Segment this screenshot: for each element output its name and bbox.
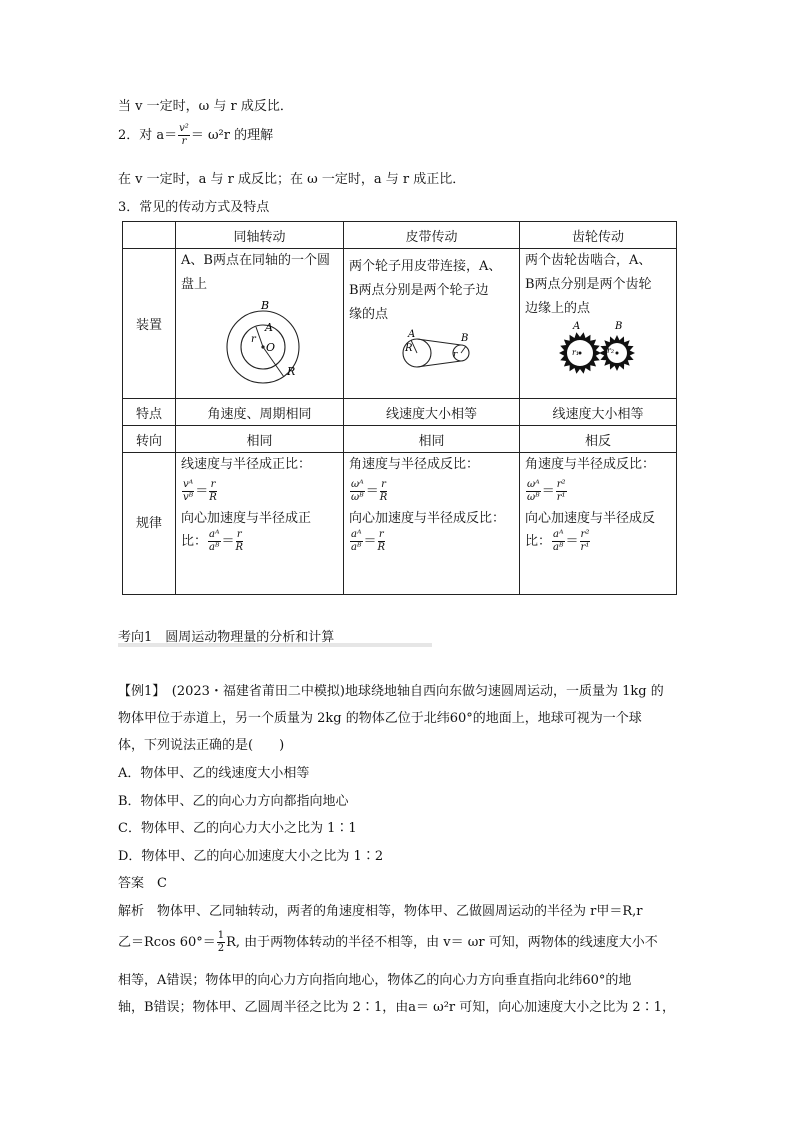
rule-gear-eq2: 比： $\frac{\text{aᴬ}}{\text{aᴮ}}$ ＝ $\frac{\text{r²}}{\text{r¹}}$ — [525, 529, 590, 553]
analysis-fraction-num: 1 — [217, 930, 225, 941]
direction-coaxial: 相同 — [176, 426, 344, 453]
direction-belt: 相同 — [344, 426, 520, 453]
rule-coaxial-eq1-right-den: R — [209, 492, 217, 503]
analysis-line-2-pre: 乙＝Rcos 60°＝ — [118, 935, 216, 950]
row-label-rule: 规律 — [123, 453, 176, 595]
rule-coaxial-eq1-left-den: vᴮ — [182, 492, 194, 503]
coaxial-label-o: O — [266, 341, 276, 354]
rule-gear-l3: 比： — [525, 534, 552, 549]
rule-belt-eq1: $\frac{\text{ωᴬ}}{\text{ωᴮ}}$ ＝ $\frac{r}{R}$ — [350, 479, 388, 503]
coaxial-label-r: r — [251, 334, 256, 345]
transmission-table — [122, 221, 677, 595]
rule-gear-eq2-right — [580, 530, 591, 553]
rule-gear-eq2-right-den: r¹ — [580, 542, 590, 553]
rule-belt-eq2: $\frac{\text{aᴬ}}{\text{aᴮ}}$ ＝ $\frac{r}{R}$ — [350, 529, 386, 553]
table-row-rule — [123, 453, 677, 595]
intro-fraction — [178, 124, 190, 147]
rule-belt-eq2-right-den: R — [377, 542, 386, 553]
rule-gear-l1: 角速度与半径成反比： — [525, 457, 656, 472]
belt-label-small-r: r — [453, 350, 458, 360]
rule-coaxial-eq2-right-den: R — [235, 542, 244, 553]
rule-belt-eq1-right-num: r — [381, 479, 386, 490]
device-coaxial-line-1: A、B两点在同轴的一个圆 — [181, 253, 330, 268]
rule-gear-eq2-right-num: r² — [580, 529, 590, 540]
rule-coaxial-eq2-right-num: r — [236, 529, 242, 540]
rule-belt-eq1-right — [380, 480, 388, 503]
coaxial-disk-diagram — [181, 297, 331, 393]
device-belt-line-1: 两个轮子用皮带连接，A、 — [349, 259, 502, 274]
gear-label-a: A — [573, 321, 581, 332]
coaxial-label-a: A — [265, 321, 273, 334]
gear-label-b: B — [615, 321, 623, 332]
intro-fraction-den: r — [181, 136, 187, 147]
analysis-fraction — [217, 931, 225, 954]
intro-item-3: 3．常见的传动方式及特点 — [118, 200, 270, 215]
rule-belt-l1: 角速度与半径成反比： — [349, 457, 480, 472]
gear-left — [559, 332, 601, 373]
analysis-line-4: 轴，B错误；物体甲、乙圆周半径之比为 2∶1，由a＝ ω²r 可知，向心加速度大小之比为 2∶1， — [118, 1000, 675, 1015]
rule-belt — [344, 453, 520, 595]
device-belt-line-3: 缘的点 — [349, 307, 389, 322]
rule-belt-eq2-right-num: r — [378, 529, 384, 540]
answer-line: 答案 C — [118, 876, 167, 891]
section-heading: 考向1 圆周运动物理量的分析和计算 — [118, 630, 335, 645]
device-gear-line-1: 两个齿轮齿啮合，A、 — [525, 253, 652, 268]
feature-belt: 线速度大小相等 — [344, 399, 520, 426]
option-c: C．物体甲、乙的向心力大小之比为 1∶1 — [118, 821, 357, 836]
gear-label-r2: r₂ — [607, 346, 615, 355]
option-d: D．物体甲、乙的向心加速度大小之比为 1∶2 — [118, 849, 384, 864]
rule-gear-eq2-left-num: aᴬ — [553, 529, 564, 540]
rule-coaxial — [176, 453, 344, 595]
row-label-feature: 特点 — [123, 399, 176, 426]
coaxial-label-b: B — [261, 299, 270, 312]
direction-gear: 相反 — [520, 426, 677, 453]
rule-coaxial-l2: 向心加速度与半径成正 — [181, 511, 312, 526]
device-belt-line-2: B两点分别是两个轮子边 — [349, 283, 489, 298]
header-coaxial: 同轴转动 — [176, 222, 344, 249]
intro-item-2-prefix: 2．对 a＝ — [118, 128, 178, 143]
analysis-line-3: 相等，A错误；物体甲的向心力方向指向地心，物体乙的向心力方向垂直指向北纬60°的地 — [118, 973, 632, 988]
feature-gear: 线速度大小相等 — [520, 399, 677, 426]
rule-belt-eq1-left — [350, 480, 365, 503]
table-header-row — [123, 222, 677, 249]
rule-gear-eq1: $\frac{\text{ωᴬ}}{\text{ωᴮ}}$ ＝ $\frac{\text{r²}}{\text{r¹}}$ — [526, 479, 566, 503]
header-belt: 皮带传动 — [344, 222, 520, 249]
row-label-device: 装置 — [123, 249, 176, 399]
intro-item-2-suffix: ＝ ω²r 的理解 — [190, 128, 274, 143]
analysis-fraction-den: 2 — [217, 943, 225, 954]
rule-gear-eq1-left-den: ωᴮ — [526, 492, 540, 503]
example-line-2: 物体甲位于赤道上，另一个质量为 2kg 的物体乙位于北纬60°的地面上，地球可视为一个球 — [118, 711, 642, 726]
rule-coaxial-eq2-left-den: aᴮ — [208, 542, 220, 553]
rule-coaxial-eq1-right — [209, 480, 217, 503]
rule-coaxial-eq1-right-num: r — [210, 479, 216, 490]
rule-coaxial-eq1-left — [182, 480, 194, 503]
rule-gear — [520, 453, 677, 595]
option-b: B．物体甲、乙的向心力方向都指向地心 — [118, 794, 349, 809]
rule-belt-eq1-left-num: ωᴬ — [351, 479, 364, 490]
device-coaxial-line-2: 盘上 — [181, 277, 208, 292]
table-row-direction — [123, 426, 677, 453]
feature-coaxial: 角速度、周期相同 — [176, 399, 344, 426]
rule-coaxial-eq2-right — [236, 530, 244, 553]
rule-coaxial-l1: 线速度与半径成正比： — [181, 457, 312, 472]
gear-center — [616, 352, 619, 355]
intro-line-3: 在 v 一定时，a 与 r 成反比；在 ω 一定时，a 与 r 成正比． — [118, 172, 466, 187]
device-gear-line-2: B两点分别是两个齿轮 — [525, 277, 652, 292]
device-cell-belt — [344, 249, 520, 399]
rule-coaxial-l3: 比： — [181, 534, 208, 549]
rule-belt-eq2-left-num: aᴬ — [351, 529, 362, 540]
belt-label-a: A — [408, 329, 416, 340]
header-cell-empty — [123, 222, 176, 249]
option-a: A．物体甲、乙的线速度大小相等 — [118, 766, 310, 781]
device-cell-gear — [520, 249, 677, 399]
analysis-line-1: 解析 物体甲、乙同轴转动，两者的角速度相等，物体甲、乙做圆周运动的半径为 r甲＝R,r — [118, 904, 643, 919]
example-line-3: 体，下列说法正确的是( ) — [118, 738, 285, 753]
belt-label-b: B — [461, 333, 469, 344]
intro-line-1: 当 v 一定时，ω 与 r 成反比． — [118, 99, 293, 114]
device-gear-line-3: 边缘上的点 — [525, 301, 591, 316]
rule-gear-l2: 向心加速度与半径成反 — [525, 511, 656, 526]
rule-coaxial-eq2-left — [208, 530, 221, 553]
rule-gear-eq1-left-num: ωᴬ — [527, 479, 540, 490]
row-label-direction: 转向 — [123, 426, 176, 453]
coaxial-label-big-r: R — [287, 365, 296, 378]
rule-gear-eq2-left — [552, 530, 565, 553]
rule-belt-eq2-right — [378, 530, 386, 553]
rule-belt-eq1-right-den: R — [379, 492, 388, 503]
gear-right — [599, 335, 635, 371]
header-gear: 齿轮传动 — [520, 222, 677, 249]
device-cell-coaxial — [176, 249, 344, 399]
belt-drive-diagram — [349, 327, 504, 373]
rule-gear-eq1-right-den: r¹ — [556, 492, 566, 503]
table-row-feature — [123, 399, 677, 426]
intro-item-2 — [118, 124, 273, 147]
rule-gear-eq2-left-den: aᴮ — [552, 542, 564, 553]
gear-label-r1: r₁ — [572, 348, 580, 357]
rule-gear-eq1-right-num: r² — [556, 479, 566, 490]
rule-gear-eq1-left — [526, 480, 541, 503]
belt-label-r: R — [405, 343, 413, 354]
rule-coaxial-eq2-left-num: aᴬ — [209, 529, 220, 540]
table-row-device — [123, 249, 677, 399]
example-line-1: 【例1】 (2023・福建省莆田二中模拟)地球绕地轴自西向东做匀速圆周运动，一质量为 1kg 的 — [118, 684, 664, 699]
rule-coaxial-eq2: 比： $\frac{\text{aᴬ}}{\text{aᴮ}}$ ＝ $\frac{r}{R}$ — [181, 529, 244, 553]
rule-coaxial-eq1: $\frac{\text{vᴬ}}{\text{vᴮ}}$ ＝ $\frac{r}{R}$ — [182, 479, 217, 503]
rule-gear-eq1-right — [556, 480, 567, 503]
rule-belt-l2: 向心加速度与半径成反比： — [349, 511, 506, 526]
rule-belt-eq1-left-den: ωᴮ — [350, 492, 364, 503]
intro-fraction-num: v² — [179, 123, 189, 134]
gear-drive-diagram — [525, 321, 665, 377]
analysis-line-2 — [118, 931, 658, 954]
rule-belt-eq2-left — [350, 530, 363, 553]
analysis-line-2-post: R, 由于两物体转动的半径不相等，由 v＝ ωr 可知，两物体的线速度大小不 — [226, 935, 658, 950]
rule-belt-eq2-left-den: aᴮ — [350, 542, 362, 553]
rule-coaxial-eq1-left-num: vᴬ — [183, 479, 194, 490]
